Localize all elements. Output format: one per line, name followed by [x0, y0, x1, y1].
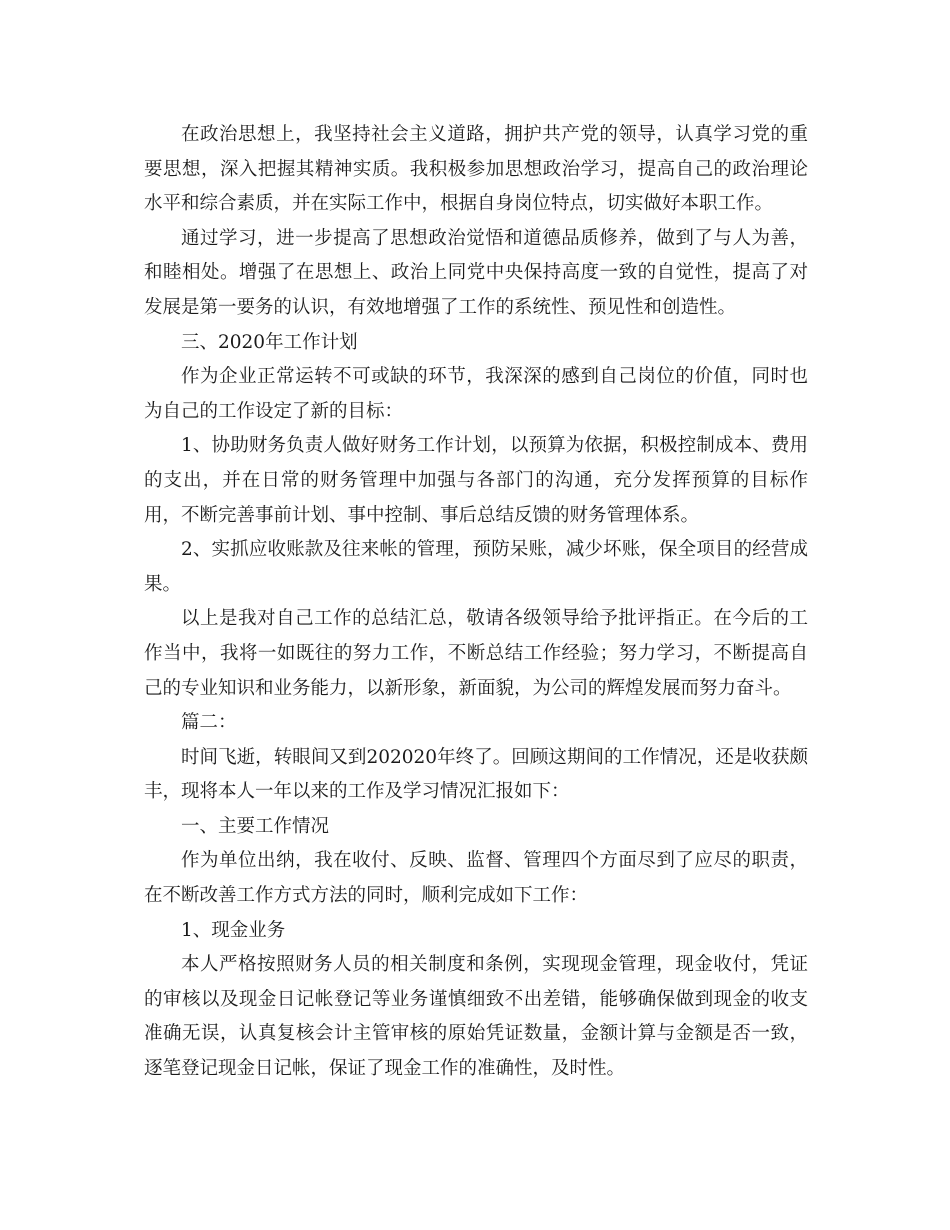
section-heading-part-two: 篇二：: [181, 712, 237, 734]
section-heading-main-work: 一、主要工作情况: [181, 815, 330, 837]
paragraph-plan-intro: 作为企业正常运转不可或缺的环节，我深深的感到自己岗位的价值，同时也为自己的工作设定了新的目标：: [144, 366, 808, 422]
document-body: [144, 118, 808, 1087]
section-heading-2020-plan: 三、2020年工作计划: [181, 331, 358, 353]
paragraph-cashier-duties: 作为单位出纳，我在收付、反映、监督、管理四个方面尽到了应尽的职责，在不断改善工作方式方法的同时，顺利完成如下工作：: [144, 850, 808, 907]
paragraph-plan-item-2: 2、实抓应收账款及往来帐的管理，预防呆账，减少坏账，保全项目的经营成果。: [144, 539, 808, 595]
paragraph-plan-item-1: 1、协助财务负责人做好财务工作计划，以预算为依据，积极控制成本、费用的支出，并在日常的财务管理中加强与各部门的沟通，充分发挥预算的目标作用，不断完善事前计划、事中控制、事后总结反馈的财务管理体系。: [144, 435, 808, 526]
paragraph-closing: 以上是我对自己工作的总结汇总，敬请各级领导给予批评指正。在今后的工作当中，我将一如既往的努力工作，不断总结工作经验；努力学习，不断提高自己的专业知识和业务能力，以新形象，新面貌，为公司的辉煌发展而努力奋斗。: [144, 608, 808, 699]
paragraph-part-two-intro: 时间飞逝，转眼间又到202020年终了。回顾这期间的工作情况，还是收获颇丰，现将本人一年以来的工作及学习情况汇报如下：: [144, 746, 808, 803]
paragraph-study-outcome: 通过学习，进一步提高了思想政治觉悟和道德品质修养，做到了与人为善，和睦相处。增强了在思想上、政治上同党中央保持高度一致的自觉性，提高了对发展是第一要务的认识，有效地增强了工作的系统性、预见性和创造性。: [144, 227, 808, 318]
subheading-cash-business: 1、现金业务: [181, 919, 286, 941]
paragraph-cash-business: 本人严格按照财务人员的相关制度和条例，实现现金管理，现金收付，凭证的审核以及现金日记帐登记等业务谨慎细致不出差错，能够确保做到现金的收支准确无误，认真复核会计主管审核的原始凭证数量，金额计算与金额是否一致，逐笔登记现金日记帐，保证了现金工作的准确性，及时性。: [144, 954, 808, 1080]
paragraph-political-thought: 在政治思想上，我坚持社会主义道路，拥护共产党的领导，认真学习党的重要思想，深入把握其精神实质。我积极参加思想政治学习，提高自己的政治理论水平和综合素质，并在实际工作中，根据自身岗位特点，切实做好本职工作。: [144, 124, 808, 215]
